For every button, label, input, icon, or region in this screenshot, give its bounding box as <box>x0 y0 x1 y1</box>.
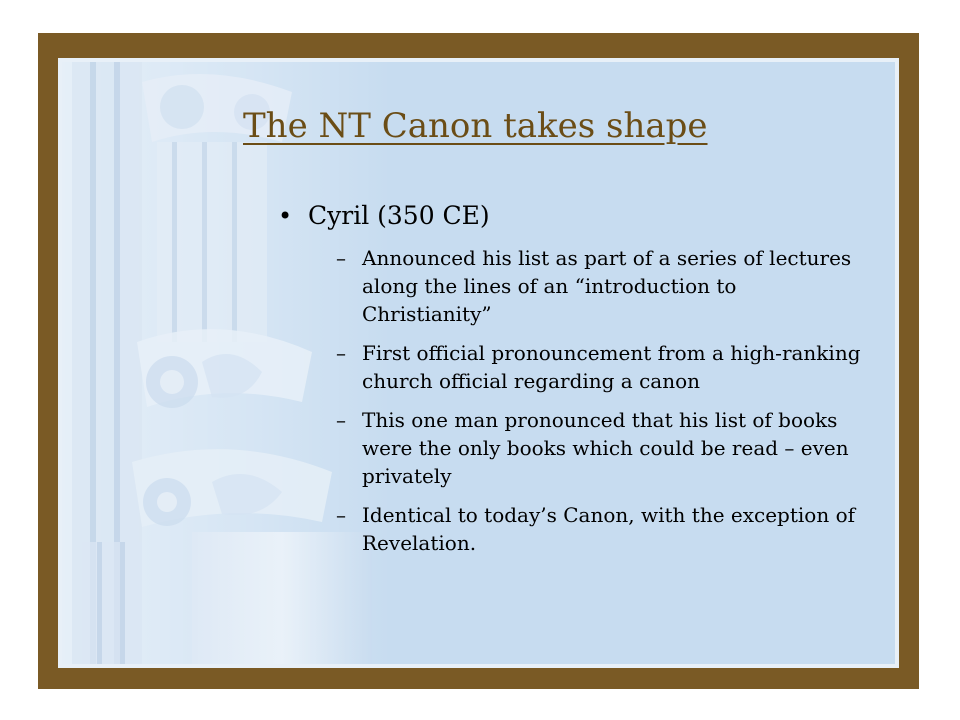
slide-title: The NT Canon takes shape <box>243 106 708 146</box>
sub-bullet-text: Identical to today’s Canon, with the exception of Revelation. <box>362 503 856 555</box>
sub-bullet-list <box>308 244 868 557</box>
sub-bullet-marker: – <box>336 408 346 432</box>
bullet-marker: • <box>278 202 293 230</box>
sub-bullet-marker: – <box>336 341 346 365</box>
bullet-item <box>278 198 868 557</box>
sub-bullet-marker: – <box>336 246 346 270</box>
bullet-text: Cyril (350 CE) <box>308 201 490 230</box>
sub-bullet-text: First official pronouncement from a high-ranking church official regarding a canon <box>362 341 861 393</box>
sub-bullet-item <box>320 406 868 490</box>
sub-bullet-item <box>320 339 868 395</box>
sub-bullet-text: This one man pronounced that his list of books were the only books which could be read – even privately <box>362 408 849 488</box>
sub-bullet-marker: – <box>336 503 346 527</box>
sub-bullet-text: Announced his list as part of a series of lectures along the lines of an “introduction to Christianity” <box>362 246 852 326</box>
bullet-list <box>278 198 868 568</box>
sub-bullet-item <box>320 244 868 328</box>
sub-bullet-item <box>320 501 868 557</box>
